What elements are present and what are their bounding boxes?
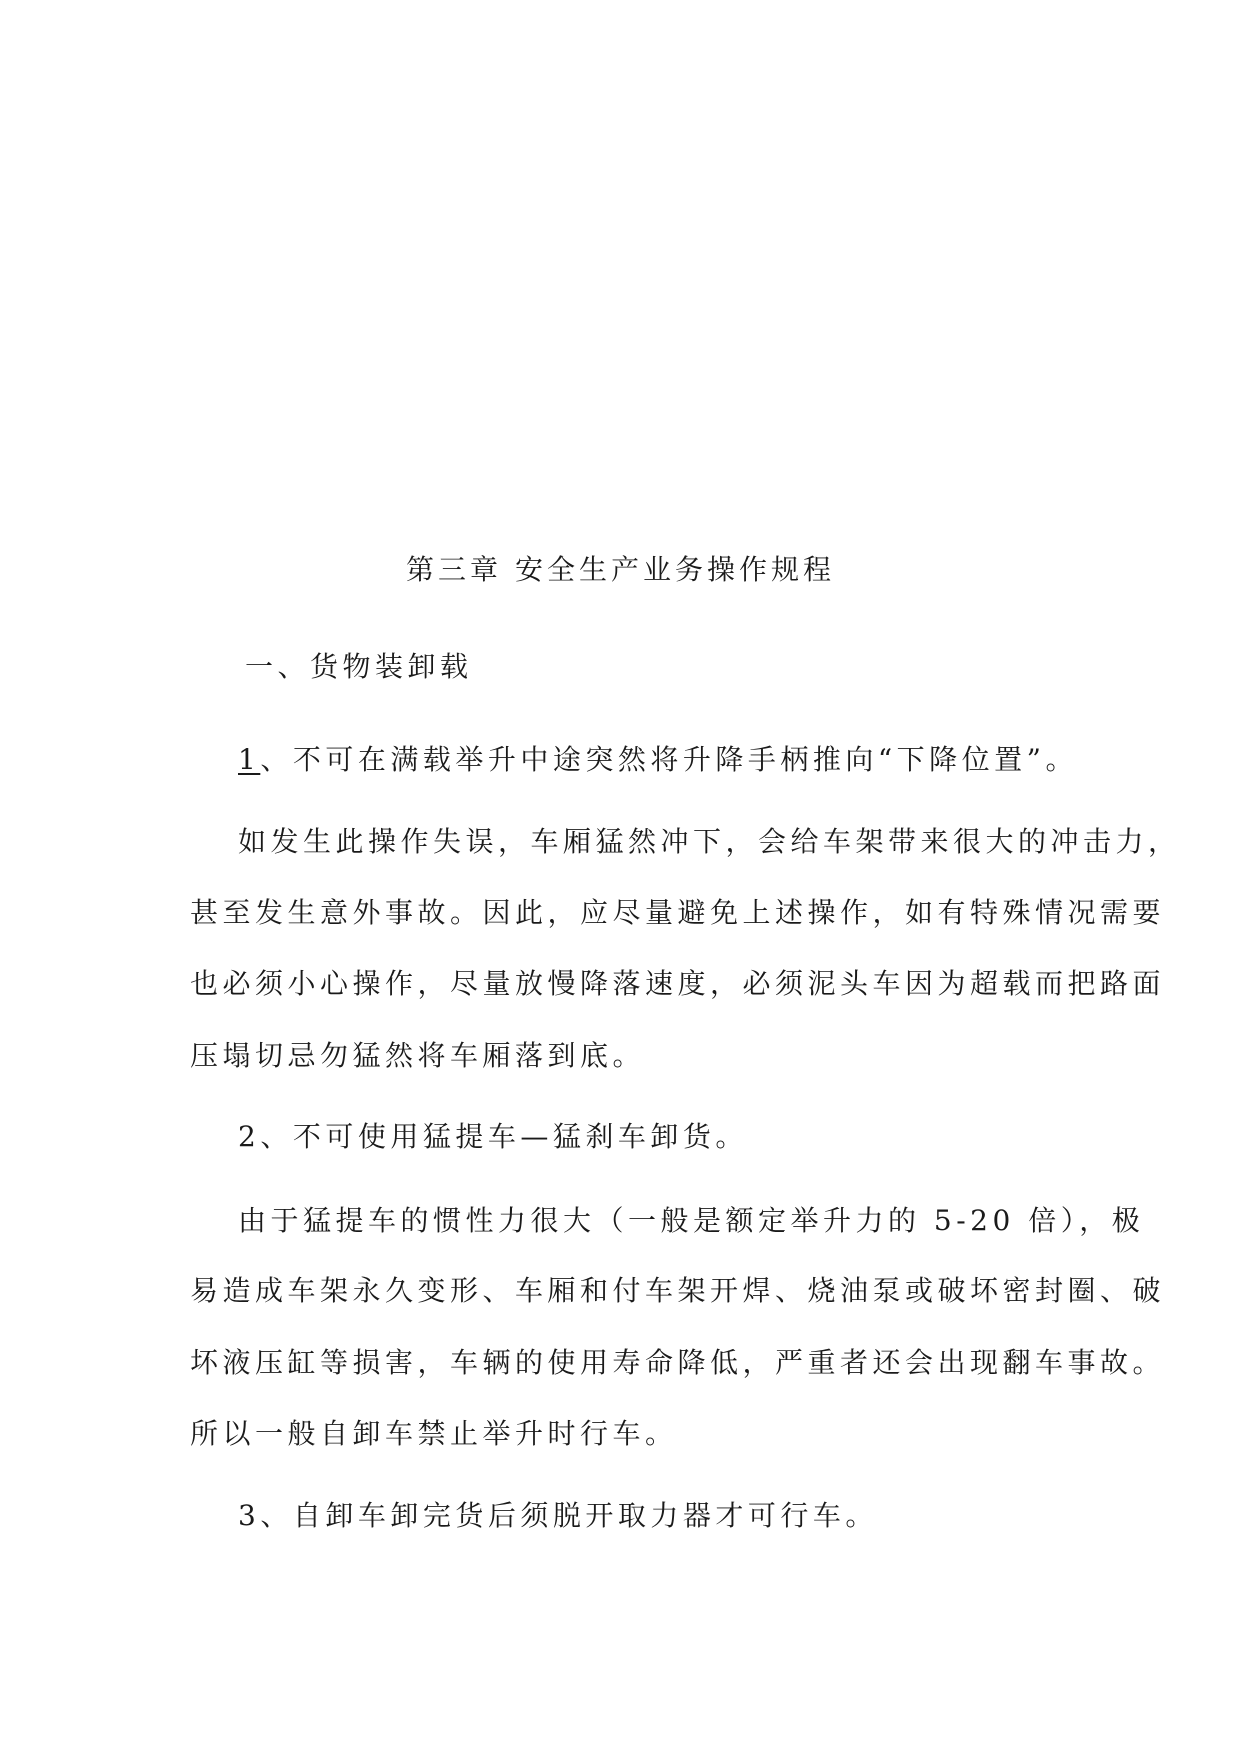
item-2-heading: 2、不可使用猛提车—猛刹车卸货。: [238, 1120, 748, 1153]
item-2-paragraph-line: 坏液压缸等损害，车辆的使用寿命降低，严重者还会出现翻车事故。: [190, 1346, 1166, 1379]
item-1-paragraph-line: 也必须小心操作，尽量放慢降落速度，必须泥头车因为超载而把路面: [190, 967, 1166, 1000]
item-2-paragraph-line: 由于猛提车的惯性力很大（一般是额定举升力的 5-20 倍），极: [238, 1204, 1145, 1237]
item-1-number: 1: [238, 743, 261, 776]
item-2-paragraph-line: 易造成车架永久变形、车厢和付车架开焊、烧油泵或破坏密封圈、破: [190, 1274, 1166, 1307]
section-heading: 一、货物装卸载: [245, 650, 473, 683]
item-1-heading-text: 、不可在满载举升中途突然将升降手柄推向“下降位置”。: [260, 743, 1078, 776]
item-1-paragraph-line: 甚至发生意外事故。因此，应尽量避免上述操作，如有特殊情况需要: [190, 896, 1166, 929]
item-1-paragraph-line: 如发生此操作失误，车厢猛然冲下，会给车架带来很大的冲击力，: [238, 825, 1181, 858]
item-1-heading: [238, 740, 1078, 780]
chapter-title: 第三章 安全生产业务操作规程: [406, 553, 835, 586]
item-3-heading: 3、自卸车卸完货后须脱开取力器才可行车。: [238, 1499, 878, 1532]
item-2-paragraph-line: 所以一般自卸车禁止举升时行车。: [190, 1417, 678, 1450]
item-1-paragraph-line: 压塌切忌勿猛然将车厢落到底。: [190, 1039, 646, 1072]
